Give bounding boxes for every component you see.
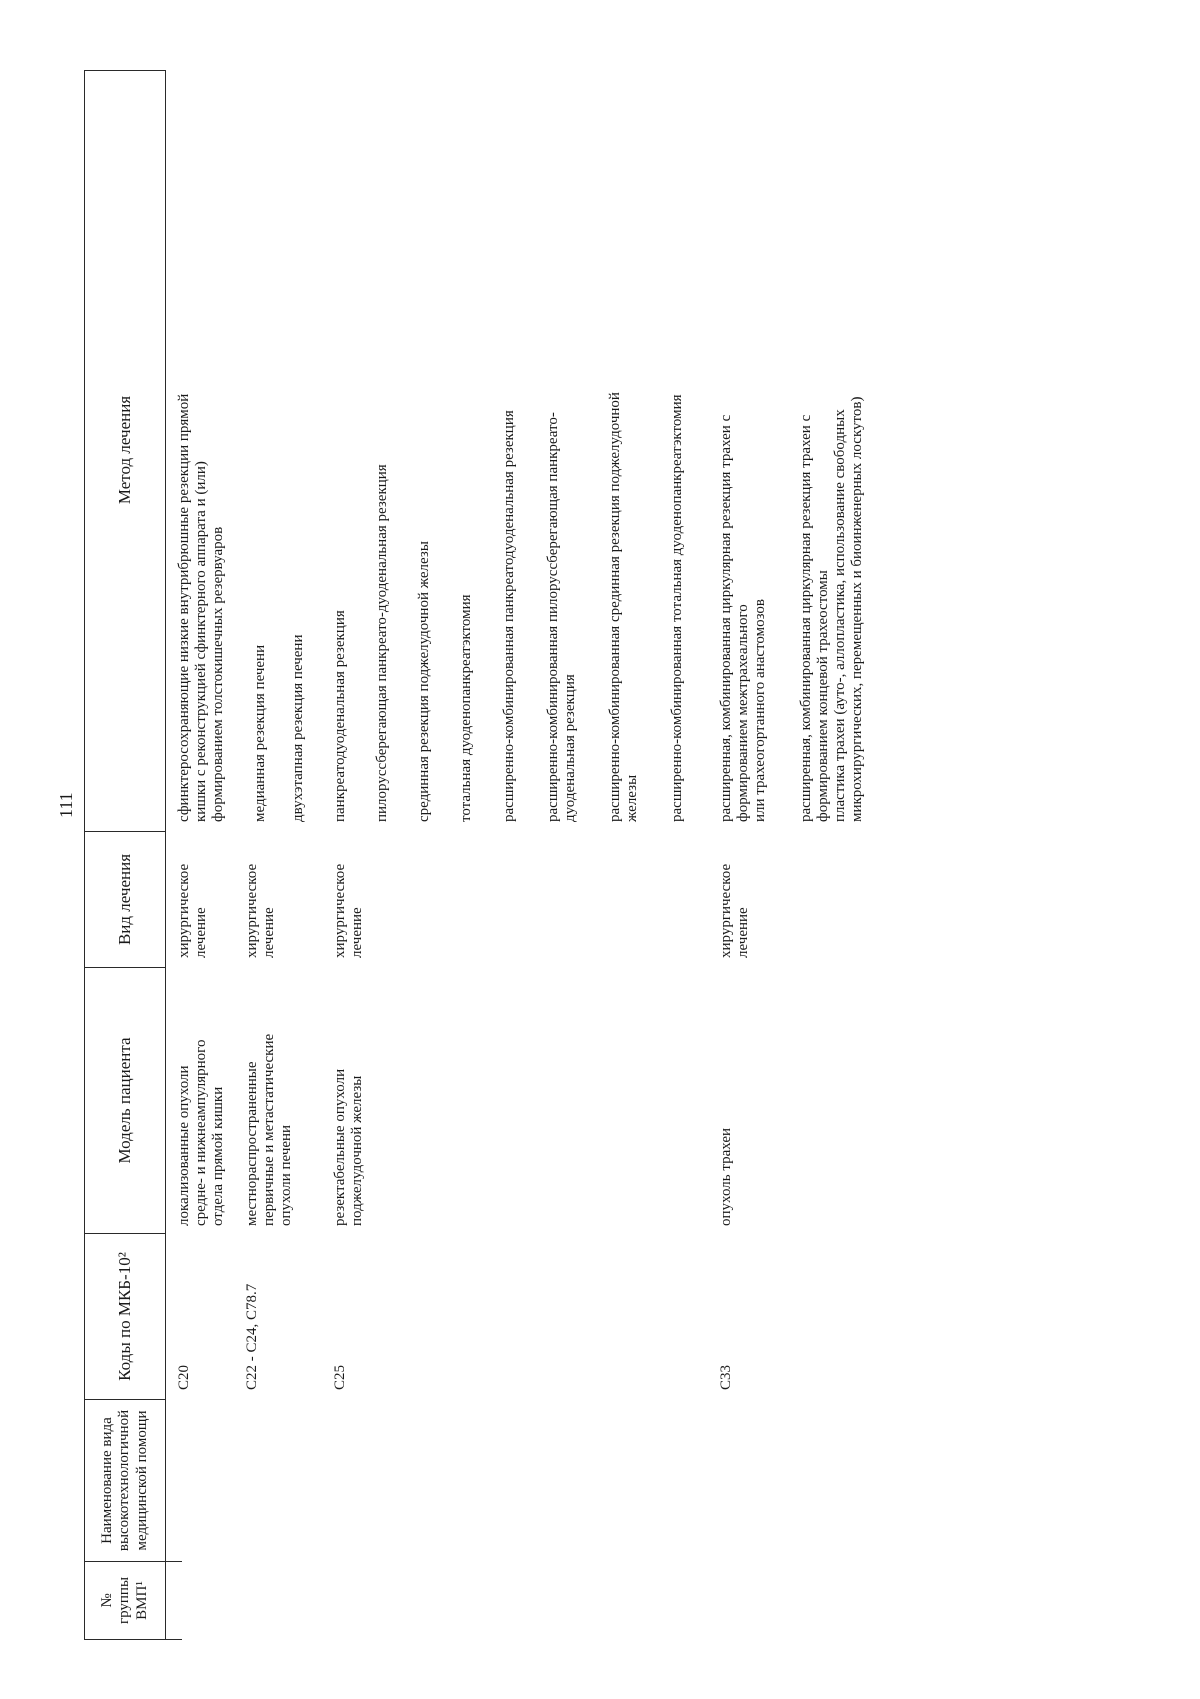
treatment-method: расширенная, комбинированная циркулярная резекция трахеи с формированием концевой трахеостомы пластика трахеи (ауто-, аллопластика, использование свободных микрохирургических, перемещенных и биоинженерных лоскутов) (798, 396, 865, 822)
treatment-type: хирургическое лечение (176, 863, 209, 958)
icd-code: C22 - C24, C78.7 (244, 1283, 260, 1390)
treatment-method: медианная резекция печени (252, 644, 268, 822)
treatment-method: двухэтапная резекция печени (290, 634, 306, 822)
treatment-method: расширенно-комбинированная пилоруссберегающая панкреато- дуоденальная резекция (545, 412, 578, 822)
treatment-method: расширенно-комбинированная панкреатодуоденальная резекция (501, 410, 517, 822)
patient-model: локализованные опухоли средне- и нижнеампулярного отдела прямой кишки (176, 1039, 226, 1226)
patient-model: опухоль трахеи (718, 1127, 734, 1226)
icd-code: C25 (332, 1364, 348, 1390)
patient-model: местнораспространенные первичные и метастатические опухоли печени (244, 1033, 294, 1226)
treatment-method: срединная резекция поджелудочной железы (416, 541, 432, 822)
treatment-method: пилоруссберегающая панкреато-дуоденальная резекция (374, 464, 390, 822)
treatment-method: тотальная дуоденопанкреатэктомия (458, 594, 474, 822)
treatment-method: расширенно-комбинированная срединная резекция поджелудочной железы (607, 392, 640, 822)
treatment-method: панкреатодуоденальная резекция (332, 610, 348, 822)
treatment-type: хирургическое лечение (244, 863, 277, 958)
table-header (84, 70, 166, 1640)
header-patient-model: Модель пациента (85, 967, 165, 1233)
page-number: 111 (56, 792, 76, 818)
treatment-method: расширенная, комбинированная циркулярная резекция трахеи с формированием межтрахеального или трахеогортанного анастомозов (718, 414, 768, 822)
treatment-method: расширенно-комбинированная тотальная дуоденопанкреатэктомия (669, 394, 685, 822)
treatment-method: сфинктеросохраняющие низкие внутрибрюшные резекции прямой кишки с реконструкцией сфинктерного аппарата и (или) формированием толстокишечных резервуаров (176, 393, 226, 822)
header-group-no: № группы ВМП¹ (85, 1561, 165, 1639)
icd-code: C20 (176, 1364, 192, 1390)
header-treatment-method: Метод лечения (115, 395, 135, 505)
column-divider (166, 1561, 182, 1562)
patient-model: резектабельные опухоли поджелудочной железы (332, 1068, 365, 1226)
header-treatment-type: Вид лечения (85, 831, 165, 967)
header-icd-codes: Коды по МКБ-10² (85, 1233, 165, 1399)
icd-code: C33 (718, 1364, 734, 1390)
treatment-table (84, 70, 1094, 1640)
header-name: Наименование вида высокотехнологичной медицинской помощи (85, 1399, 165, 1561)
column-divider (166, 1639, 182, 1640)
treatment-type: хирургическое лечение (332, 863, 365, 958)
treatment-type: хирургическое лечение (718, 863, 751, 958)
